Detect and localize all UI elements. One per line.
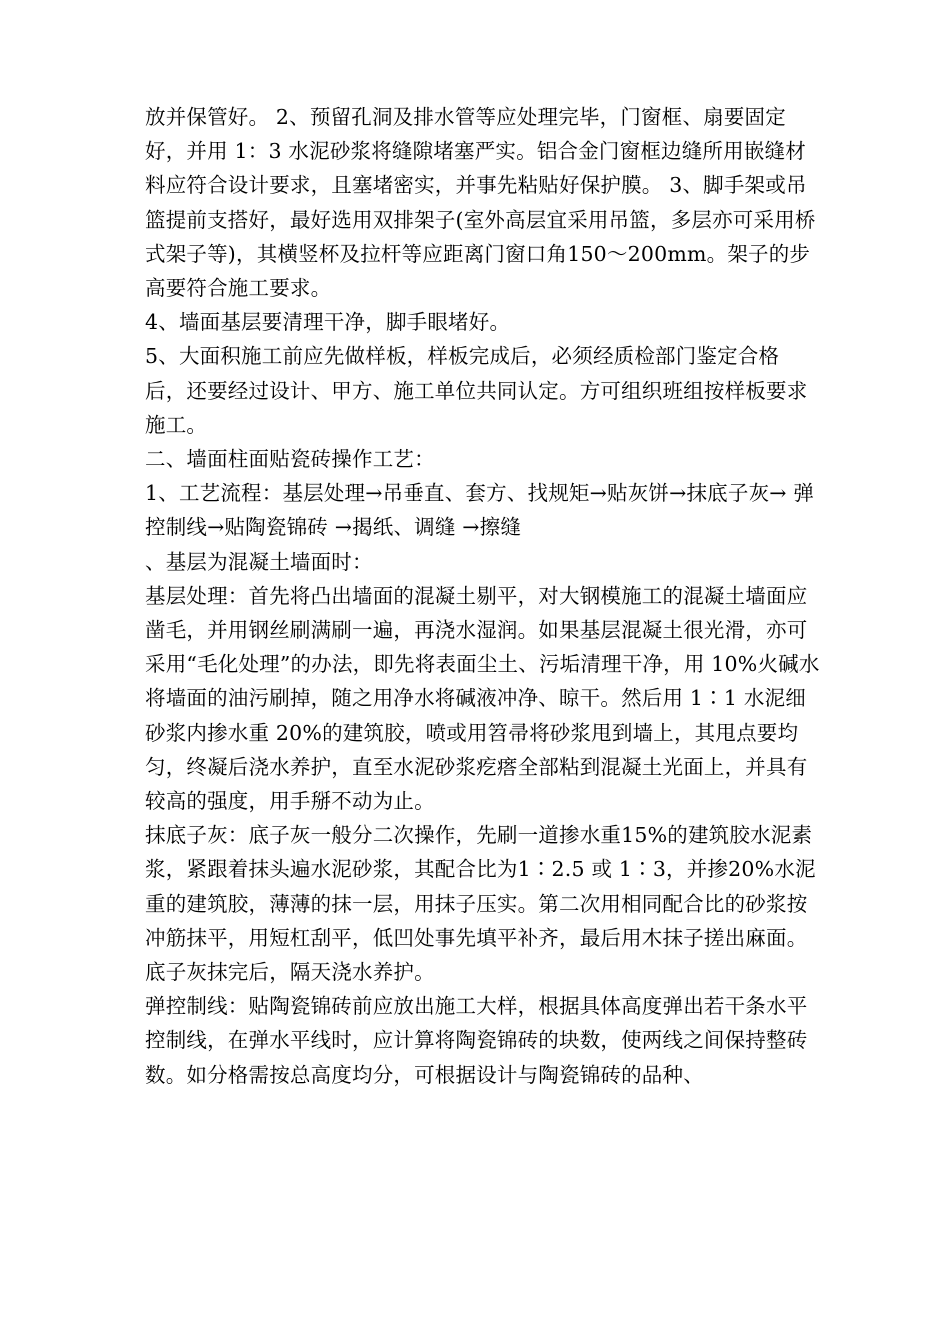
paragraph-concrete-base-heading: 、基层为混凝土墙面时：	[145, 549, 373, 574]
paragraph-base-coat: 抹底子灰：底子灰一般分二次操作，先刷一道掺水重15%的建筑胶水泥素浆，紧跟着抹头遍水泥砂浆，其配合比为1∶2.5 或 1∶3，并掺20%水泥重的建筑胶，薄薄的抹一层，用抹子压实。第二次用相同配合比的砂浆按冲筋抹平，用短杠刮平，低凹处事先填平补齐，最后用木抹子搓出麻面。底子灰抹完后，隔天浇水养护。	[145, 823, 816, 985]
section-heading-tile-process: 二、墙面柱面贴瓷砖操作工艺：	[145, 447, 435, 472]
paragraph-control-lines: 弹控制线：贴陶瓷锦砖前应放出施工大样，根据具体高度弹出若干条水平控制线，在弹水平线时，应计算将陶瓷锦砖的块数，使两线之间保持整砖数。如分格需按总高度均分，可根据设计与陶瓷锦砖的品种、	[145, 994, 808, 1087]
paragraph-preparation: 放并保管好。 2、预留孔洞及排水管等应处理完毕，门窗框、扇要固定好，并用 1：3 水泥砂浆将缝隙堵塞严实。铝合金门窗框边缝所用嵌缝材料应符合设计要求，且塞堵密实，并事先粘贴好保护膜。 3、脚手架或吊篮提前支搭好，最好选用双排架子(室外高层宜采用吊篮，多层亦可采用桥式架子等)，其横竖杯及拉杆等应距离门窗口角150～200mm。架子的步高要符合施工要求。	[145, 105, 816, 301]
paragraph-sample-panel: 5、大面积施工前应先做样板，样板完成后，必须经质检部门鉴定合格后，还要经过设计、甲方、施工单位共同认定。方可组织班组按样板要求施工。	[145, 344, 808, 437]
paragraph-base-treatment: 基层处理：首先将凸出墙面的混凝土剔平，对大钢模施工的混凝土墙面应凿毛，并用钢丝刷满刷一遍，再浇水湿润。如果基层混凝土很光滑，亦可采用“毛化处理”的办法，即先将表面尘土、污垢清理干净，用 10%火碱水将墙面的油污刷掉，随之用净水将碱液冲净、晾干。然后用 1∶1 水泥细砂浆内掺水重 20%的建筑胶，喷或用笤帚将砂浆甩到墙上，其甩点要均匀，终凝后浇水养护，直至水泥砂浆疙瘩全部粘到混凝土光面上，并具有较高的强度，用手掰不动为止。	[145, 583, 820, 814]
paragraph-process-flow: 1、工艺流程：基层处理→吊垂直、套方、找规矩→贴灰饼→抹底子灰→ 弹控制线→贴陶瓷锦砖 →揭纸、调缝 →擦缝	[145, 481, 815, 540]
document-body	[145, 100, 820, 1092]
paragraph-wall-base-cleaning: 4、墙面基层要清理干净，脚手眼堵好。	[145, 310, 511, 335]
